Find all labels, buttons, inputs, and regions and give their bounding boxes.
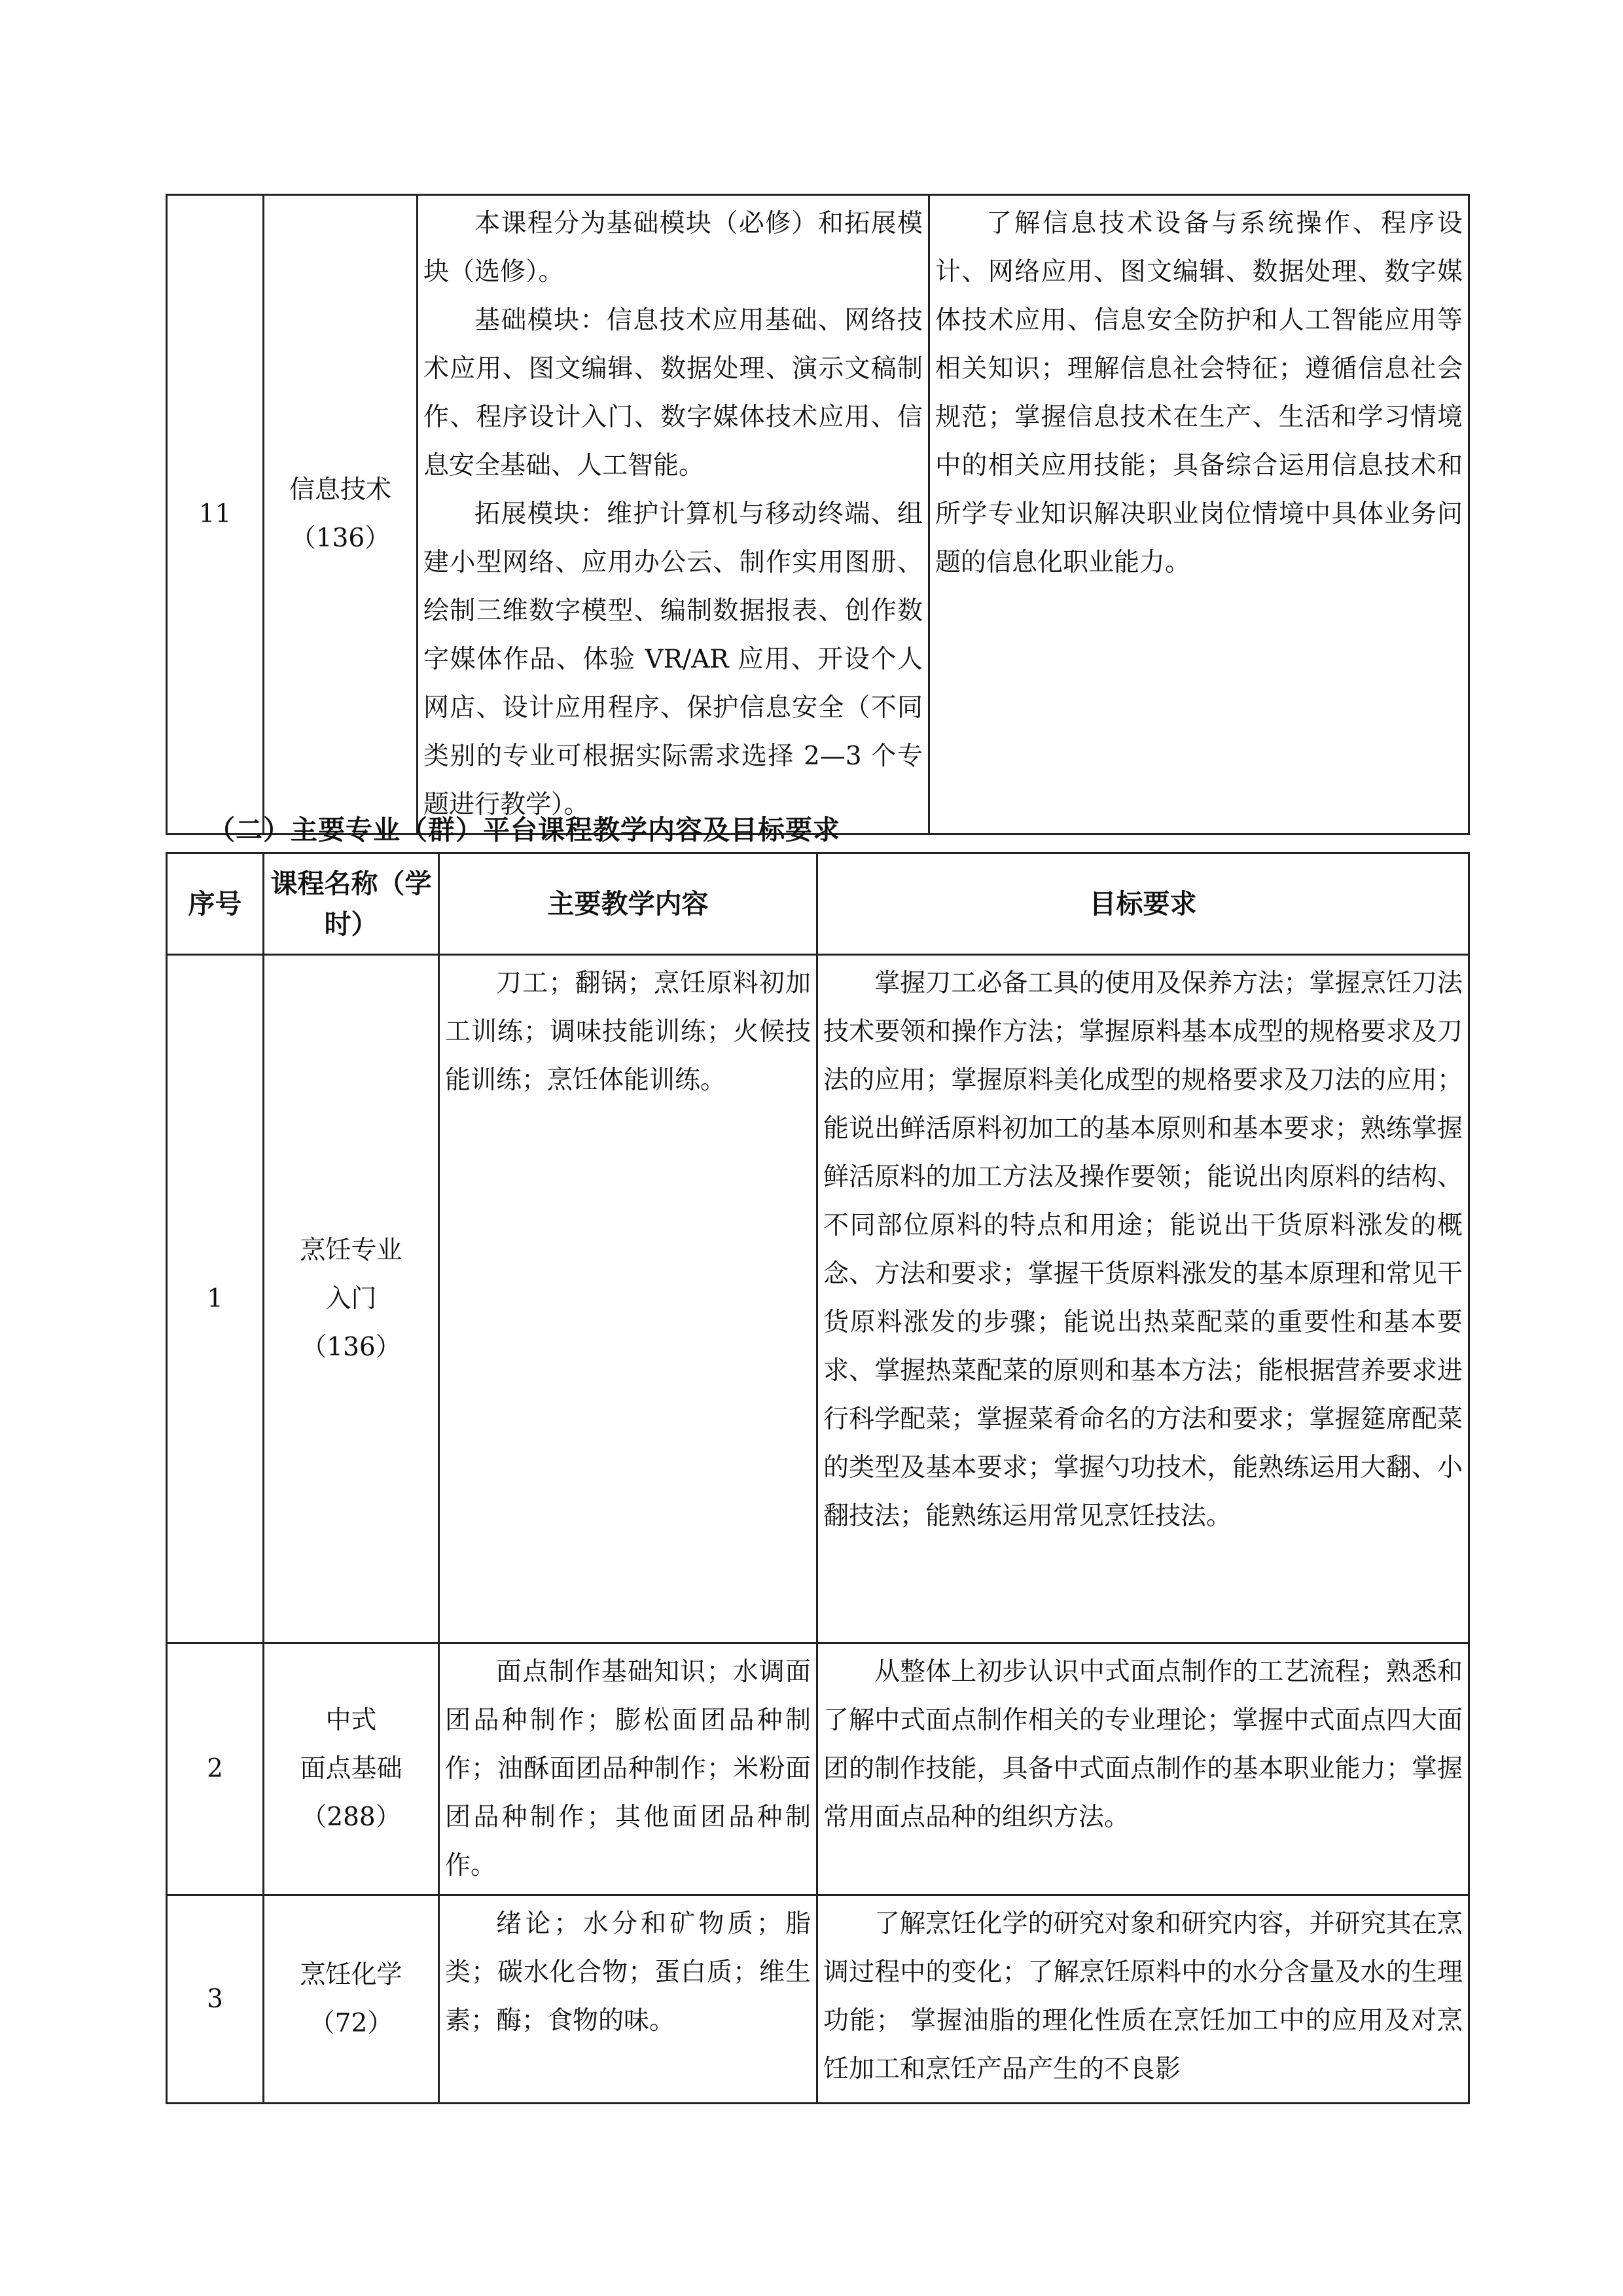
goals-cell — [817, 1895, 1469, 2104]
header-course-name: 课程名称（学时） — [264, 853, 439, 955]
row-number: 2 — [167, 1643, 264, 1895]
goals-text: 掌握刀工必备工具的使用及保养方法；掌握烹饪刀法技术要领和操作方法；掌握原料基本成型的规格要求及刀法的应用；掌握原料美化成型的规格要求及刀法的应用；能说出鲜活原料初加工的基本原则和基本要求；熟练掌握鲜活原料的加工方法及操作要领；能说出肉原料的结构、不同部位原料的特点和用途；能说出干货原料涨发的概念、方法和要求；掌握干货原料涨发的基本原理和常见干货原料涨发的步骤；能说出热菜配菜的重要性和基本要求、掌握热菜配菜的原则和基本方法；能根据营养要求进行科学配菜；掌握菜肴命名的方法和要求；掌握筵席配菜的类型及基本要求；掌握勺功技术，能熟练运用大翻、小翻技法；能熟练运用常见烹饪技法。 — [823, 969, 1463, 1531]
goals-cell — [817, 1643, 1469, 1895]
header-goals: 目标要求 — [817, 853, 1469, 955]
header-content: 主要教学内容 — [439, 853, 817, 955]
goals-cell — [929, 195, 1469, 834]
course-name: 信息技术 — [289, 475, 391, 505]
course-name-line: 烹饪专业 — [300, 1235, 402, 1265]
content-paragraph: 拓展模块：维护计算机与移动终端、组建小型网络、应用办公云、制作实用图册、绘制三维数字模型、编制数据报表、创作数字媒体作品、体验 VR/AR 应用、开设个人网店、设计应用程序、保护信息安全（不同类别的专业可根据实际需求选择 2—3 个专题进行教学）。 — [423, 499, 923, 819]
course-name-cell — [264, 955, 439, 1643]
content-cell — [439, 1643, 817, 1895]
content-paragraph: 基础模块：信息技术应用基础、网络技术应用、图文编辑、数据处理、演示文稿制作、程序设计入门、数字媒体技术应用、信息安全基础、人工智能。 — [423, 306, 923, 480]
goals-cell — [817, 955, 1469, 1643]
content-paragraph: 本课程分为基础模块（必修）和拓展模块（选修）。 — [423, 209, 923, 287]
course-name-line: 面点基础 — [300, 1754, 402, 1784]
course-name-line: 中式 — [325, 1706, 377, 1735]
course-hours: （136） — [301, 1332, 401, 1362]
course-name-line: 烹饪化学 — [300, 1960, 402, 1990]
table-row — [167, 195, 1469, 834]
platform-course-table — [166, 852, 1470, 2104]
section-heading: （二）主要专业（群）平台课程教学内容及目标要求 — [208, 814, 840, 846]
content-text: 绪论；水分和矿物质；脂类；碳水化合物；蛋白质；维生素；酶；食物的味。 — [445, 1909, 811, 2036]
header-no: 序号 — [167, 853, 264, 955]
content-cell — [439, 955, 817, 1643]
content-cell — [418, 195, 929, 834]
content-cell — [439, 1895, 817, 2104]
course-hours: （72） — [309, 2008, 393, 2038]
goals-text: 了解信息技术设备与系统操作、程序设计、网络应用、图文编辑、数据处理、数字媒体技术应用、信息安全防护和人工智能应用等相关知识；理解信息社会特征；遵循信息社会规范；掌握信息技术在生产、生活和学习情境中的相关应用技能；具备综合运用信息技术和所学专业知识解决职业岗位情境中具体业务问题的信息化职业能力。 — [935, 209, 1463, 577]
course-hours: （288） — [301, 1803, 401, 1832]
row-number: 1 — [167, 955, 264, 1643]
content-text: 刀工；翻锅；烹饪原料初加工训练；调味技能训练；火候技能训练；烹饪体能训练。 — [445, 969, 811, 1095]
course-name-cell — [264, 1643, 439, 1895]
course-name-line: 入门 — [325, 1283, 377, 1314]
course-name-cell — [264, 1895, 439, 2104]
course-name-cell — [264, 195, 418, 834]
course-table-continued — [166, 194, 1470, 835]
goals-text: 了解烹饪化学的研究对象和研究内容，并研究其在烹调过程中的变化；了解烹饪原料中的水分含量及水的生理功能； 掌握油脂的理化性质在烹饪加工中的应用及对烹饪加工和烹饪产品产生的不良影 — [823, 1909, 1463, 2084]
table-row — [167, 1643, 1469, 1895]
row-number: 3 — [167, 1895, 264, 2104]
goals-text: 从整体上初步认识中式面点制作的工艺流程；熟悉和了解中式面点制作相关的专业理论；掌握中式面点四大面团的制作技能，具备中式面点制作的基本职业能力；掌握常用面点品种的组织方法。 — [823, 1657, 1463, 1832]
table-row — [167, 1895, 1469, 2104]
row-number: 11 — [167, 195, 264, 834]
table-row — [167, 955, 1469, 1643]
course-hours: （136） — [290, 524, 391, 553]
table-header-row — [167, 853, 1469, 955]
content-text: 面点制作基础知识；水调面团品种制作；膨松面团品种制作；油酥面团品种制作；米粉面团品种制作；其他面团品种制作。 — [445, 1657, 811, 1880]
